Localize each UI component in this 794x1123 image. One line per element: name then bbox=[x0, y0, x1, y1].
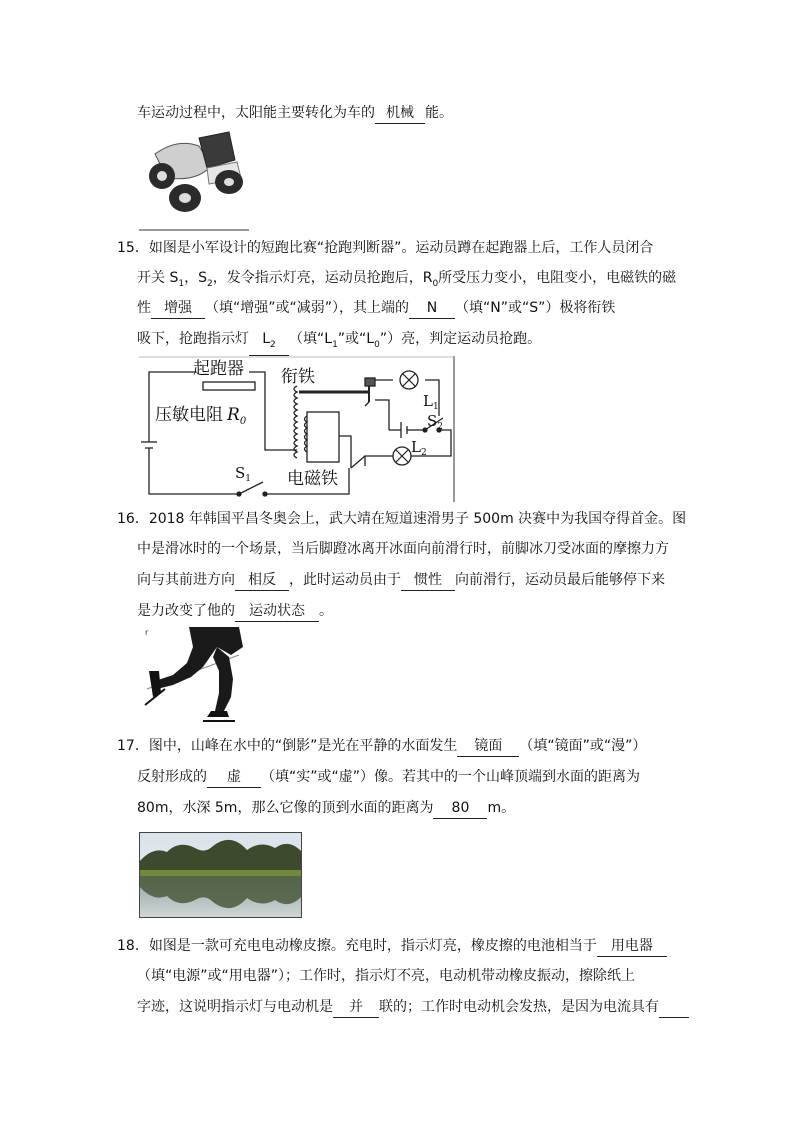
circuit-diagram bbox=[139, 356, 455, 502]
q17-text-2a: 反射形成的 bbox=[137, 769, 207, 785]
q15-text-2c: ，发令指示灯亮，运动员抢跑后，R bbox=[212, 270, 433, 286]
q18-text-3b: 联的；工作时电动机会发热，是因为电流具有 bbox=[379, 999, 659, 1015]
q17-answer-2: 虚 bbox=[207, 767, 261, 788]
q14-text-end: 能。 bbox=[425, 105, 453, 121]
q15-text-4d: ”）亮，判定运动员抢跑。 bbox=[379, 331, 542, 347]
q15-text-1: 如图是小军设计的短跑比赛“抢跑判断器”。运动员蹲在起跑器上后，工作人员闭合 bbox=[148, 240, 654, 256]
q17-line-3 bbox=[137, 798, 515, 819]
q15-sub-l1: 1 bbox=[332, 339, 338, 350]
q17-text-1b: （填“镜面”或“漫”） bbox=[519, 738, 647, 754]
label-l2 bbox=[411, 438, 427, 458]
q18-text-3a: 字迹，这说明指示灯与电动机是 bbox=[137, 999, 333, 1015]
q14-answer: 机械 bbox=[375, 103, 425, 124]
q18-line-3 bbox=[137, 997, 689, 1018]
q16-text-4a: 是力改变了他的 bbox=[137, 603, 235, 619]
q17-text-3a: 80m，水深 5m，那么它像的顶到水面的距离为 bbox=[137, 800, 434, 816]
q16-text-1: 2018 年韩国平昌冬奥会上，武大靖在短道速滑男子 500m 决赛中为我国夺得首金。图 bbox=[148, 511, 687, 527]
q17-answer-3: 80 bbox=[433, 798, 487, 819]
q15-text-2b: ，S bbox=[184, 270, 207, 286]
q15-answer-3 bbox=[249, 329, 289, 356]
q15-line-2 bbox=[137, 268, 676, 294]
q16-answer-2: 惯性 bbox=[401, 570, 455, 591]
q14-text: 车运动过程中，太阳能主要转化为车的 bbox=[137, 105, 375, 121]
label-s2-main: S bbox=[427, 412, 438, 430]
label-l2-sub: 2 bbox=[420, 448, 427, 458]
q15-line-3 bbox=[137, 298, 615, 319]
label-l1 bbox=[423, 392, 439, 412]
q16-line-1 bbox=[117, 509, 686, 529]
label-armature: 衔铁 bbox=[281, 367, 315, 387]
solar-car-figure bbox=[137, 126, 251, 232]
q15-answer-2: N bbox=[409, 298, 455, 319]
label-l1-main: L bbox=[423, 392, 433, 410]
q17-number: 17． bbox=[117, 738, 149, 754]
q14-line bbox=[137, 103, 453, 124]
q17-text-3b: m。 bbox=[487, 800, 516, 816]
q18-text-2: （填“电源”或“用电器”）；工作时，指示灯不亮，电动机带动橡皮振动，擦除纸上 bbox=[137, 968, 636, 984]
q16-text-3a: 向与其前进方向 bbox=[137, 572, 235, 588]
q15-sub-s1: 1 bbox=[178, 278, 185, 289]
q17-line-1 bbox=[117, 736, 646, 757]
q16-number: 16． bbox=[117, 511, 149, 527]
q18-answer-3-blank bbox=[659, 997, 689, 1018]
q16-line-2 bbox=[137, 539, 669, 559]
q16-line-3 bbox=[137, 570, 665, 591]
q15-sub-r0: 0 bbox=[432, 278, 439, 289]
q18-answer-2: 并 bbox=[333, 997, 379, 1018]
label-s2 bbox=[427, 412, 443, 432]
label-start-block: 起跑器 bbox=[193, 359, 244, 379]
q15-answer-3-main: L bbox=[262, 331, 271, 347]
label-r0 bbox=[226, 405, 247, 427]
q16-text-2: 中是滑冰时的一个场景，当后脚蹬冰离开冰面向前滑行时，前脚冰刀受冰面的摩擦力方 bbox=[137, 541, 669, 557]
q15-text-4c: ”或“L bbox=[337, 331, 375, 347]
q17-line-2 bbox=[137, 767, 640, 788]
q16-answer-1: 相反 bbox=[235, 570, 289, 591]
q17-text-1a: 图中，山峰在水中的“倒影”是光在平静的水面发生 bbox=[148, 738, 458, 754]
q15-text-4b: （填“L bbox=[289, 331, 333, 347]
q17-text-2b: （填“实”或“虚”）像。若其中的一个山峰顶端到水面的距离为 bbox=[261, 769, 641, 785]
label-electromagnet: 电磁铁 bbox=[287, 469, 338, 489]
q18-answer-1: 用电器 bbox=[597, 936, 667, 957]
label-l1-sub: 1 bbox=[432, 402, 439, 412]
q16-line-4 bbox=[137, 601, 333, 622]
skater-figure bbox=[143, 627, 247, 723]
q18-text-1a: 如图是一款可充电电动橡皮擦。充电时，指示灯亮，橡皮擦的电池相当于 bbox=[148, 938, 597, 954]
q18-line-2 bbox=[137, 966, 635, 986]
q17-answer-1: 镜面 bbox=[457, 736, 519, 757]
label-r0-main: R bbox=[227, 405, 240, 425]
q16-text-3b: ，此时运动员由于 bbox=[289, 572, 401, 588]
q18-line-1 bbox=[117, 936, 667, 957]
q15-text-3a: 性 bbox=[137, 300, 151, 316]
label-l2-main: L bbox=[411, 438, 421, 456]
q15-answer-3-sub: 2 bbox=[270, 339, 276, 350]
q15-line-1 bbox=[117, 238, 653, 258]
q16-text-3c: 向前滑行，运动员最后能够停下来 bbox=[455, 572, 665, 588]
label-s2-sub: 2 bbox=[437, 422, 444, 432]
q18-number: 18． bbox=[117, 938, 149, 954]
label-s1-sub: 1 bbox=[245, 474, 252, 484]
label-resistor: 压敏电阻 bbox=[155, 405, 223, 425]
q15-text-3c: （填“N”或“S”）极将衔铁 bbox=[455, 300, 616, 316]
q15-sub-l0: 0 bbox=[374, 339, 380, 350]
label-r0-sub: 0 bbox=[239, 416, 247, 427]
label-s1-main: S bbox=[235, 464, 246, 482]
q16-answer-3: 运动状态 bbox=[235, 601, 319, 622]
q15-number: 15． bbox=[117, 240, 149, 256]
svg-text:r: r bbox=[145, 628, 149, 637]
q15-text-2a: 开关 S bbox=[137, 270, 179, 286]
q15-text-4a: 吸下，抢跑指示灯 bbox=[137, 331, 249, 347]
q16-text-4b: 。 bbox=[319, 603, 333, 619]
label-s1 bbox=[235, 464, 251, 484]
mountain-reflection-photo bbox=[139, 832, 302, 918]
q15-answer-1: 增强 bbox=[151, 298, 205, 319]
q15-text-2d: 所受压力变小，电阻变小，电磁铁的磁 bbox=[438, 270, 677, 286]
q15-sub-s2: 2 bbox=[206, 278, 213, 289]
q15-text-3b: （填“增强”或“减弱”），其上端的 bbox=[205, 300, 410, 316]
q15-line-4 bbox=[137, 329, 541, 356]
